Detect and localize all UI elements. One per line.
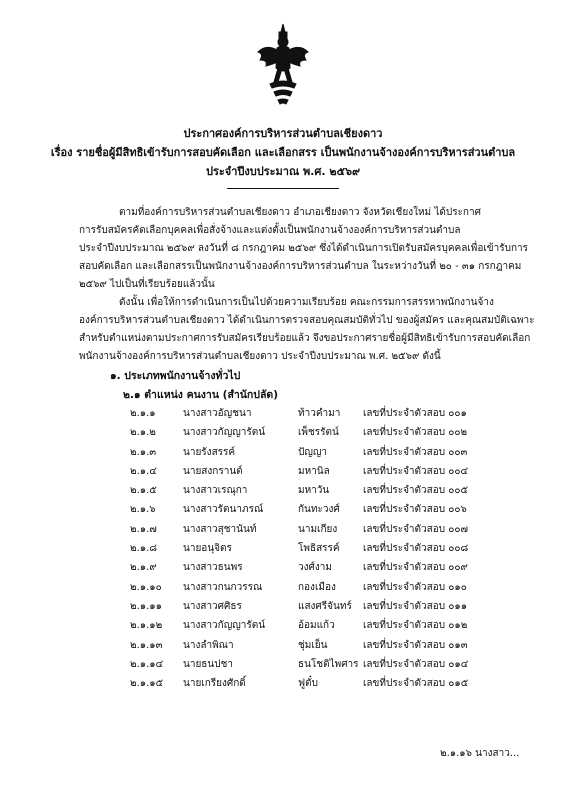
candidate-surname: มหาวัน <box>298 485 330 497</box>
continuation-note: ๒.๑.๑๖ นางสาว... <box>440 748 520 759</box>
candidate-surname: ฟูตั๋บ <box>298 678 318 690</box>
candidate-number: ๒.๑.๑๔ <box>130 658 164 670</box>
candidate-name: นางสาวศศิธร <box>183 600 242 612</box>
candidate-surname: มหานิล <box>298 465 330 477</box>
candidate-number: ๒.๑.๑๐ <box>130 581 162 593</box>
paragraph-line: องค์การบริหารส่วนตำบลเชียงดาว ได้ดำเนินการตรวจสอบคุณสมบัติทั่วไป ของผู้สมัคร และคุณสมบัติเฉพาะ <box>79 315 535 326</box>
section-heading: ๑. ประเภทพนักงานจ้างทั่วไป <box>110 370 241 382</box>
candidate-number: ๒.๑.๑๓ <box>130 639 163 651</box>
candidate-surname: ปัญญา <box>298 446 328 458</box>
candidate-exam-id: เลขที่ประจำตัวสอบ ๐๐๒ <box>363 427 468 439</box>
candidate-name: นางลำพิณา <box>183 639 234 651</box>
candidate-surname: แสงศรีจันทร์ <box>298 600 352 612</box>
candidate-name: นางสาวธนพร <box>183 562 243 574</box>
announcement-subject: เรื่อง รายชื่อผู้มีสิทธิเข้ารับการสอบคัดเลือก และเลือกสรร เป็นพนักงานจ้างองค์การบริหารส่วนตำบล <box>50 146 516 159</box>
candidate-surname: ธนโชติไพศาร <box>298 658 359 670</box>
paragraph-line: การรับสมัครคัดเลือกบุคคลเพื่อสั่งจ้างและแต่งตั้งเป็นพนักงานจ้างองค์การบริหารส่วนตำบล <box>79 225 461 236</box>
candidate-exam-id: เลขที่ประจำตัวสอบ ๐๑๒ <box>363 620 468 632</box>
candidate-name: นายสงกรานต์ <box>183 465 243 477</box>
candidate-exam-id: เลขที่ประจำตัวสอบ ๐๐๖ <box>363 504 467 516</box>
candidate-name: นายเกรียงศักดิ์ <box>183 678 246 690</box>
paragraph-line: สอบคัดเลือก และเลือกสรรเป็นพนักงานจ้างองค์การบริหารส่วนตำบล ในระหว่างวันที่ ๒๐ - ๓๑ กรกฎาคม <box>79 261 522 272</box>
candidate-exam-id: เลขที่ประจำตัวสอบ ๐๑๐ <box>363 581 467 593</box>
candidate-number: ๒.๑.๘ <box>130 543 158 555</box>
paragraph-line: ประจำปีงบประมาณ ๒๕๖๙ ลงวันที่ ๘ กรกฎาคม ๒๕๖๙ ซึ่งได้ดำเนินการเปิดรับสมัครบุคคลเพื่อเข้ารับการ <box>79 243 528 254</box>
candidate-surname: กันทะวงศ์ <box>298 504 340 516</box>
candidate-number: ๒.๑.๙ <box>130 562 157 574</box>
candidate-name: นายธนปชา <box>183 658 233 670</box>
paragraph-line: ๒๕๖๙ ไปเป็นที่เรียบร้อยแล้วนั้น <box>79 279 215 290</box>
candidate-surname: โพธิสรรค์ <box>298 543 340 555</box>
position-heading: ๒.๑ ตำแหน่ง คนงาน (สำนักปลัด) <box>123 389 279 401</box>
garuda-emblem-icon <box>256 22 310 108</box>
title-divider <box>227 188 339 189</box>
candidate-number: ๒.๑.๑๑ <box>130 600 162 612</box>
candidate-exam-id: เลขที่ประจำตัวสอบ ๐๐๓ <box>363 446 468 458</box>
paragraph-announcement <box>79 294 535 366</box>
candidate-name: นางสาวเรณุกา <box>183 485 248 497</box>
candidate-number: ๒.๑.๓ <box>130 446 157 458</box>
candidate-name: นายรังสรรค์ <box>183 446 236 458</box>
announcement-title: ประกาศองค์การบริหารส่วนตำบลเชียงดาว <box>183 127 383 140</box>
candidate-number: ๒.๑.๑๕ <box>130 678 164 690</box>
paragraph-background <box>79 204 528 294</box>
candidate-name: นางสาวกัญญารัตน์ <box>183 620 266 632</box>
paragraph-line: พนักงานจ้างองค์การบริหารส่วนตำบลเชียงดาว ประจำปีงบประมาณ พ.ศ. ๒๕๖๙ ดังนี้ <box>79 351 441 362</box>
paragraph-line: ดังนั้น เพื่อให้การดำเนินการเป็นไปด้วยความเรียบร้อย คณะกรรมการสรรหาพนักงานจ้าง <box>119 297 494 308</box>
candidate-name: นางสาวสุชานันท์ <box>183 523 257 535</box>
candidate-exam-id: เลขที่ประจำตัวสอบ ๐๐๗ <box>363 523 469 535</box>
paragraph-line: สำหรับตำแหน่งตามประกาศการรับสมัครเรียบร้อยแล้ว จึงขอประกาศรายชื่อผู้มีสิทธิเข้ารับการสอบคัดเลือก <box>79 333 531 344</box>
candidate-exam-id: เลขที่ประจำตัวสอบ ๐๐๑ <box>363 408 467 419</box>
candidate-number: ๒.๑.๖ <box>130 504 156 516</box>
candidate-exam-id: เลขที่ประจำตัวสอบ ๐๑๕ <box>363 678 469 690</box>
candidate-exam-id: เลขที่ประจำตัวสอบ ๐๐๔ <box>363 465 469 477</box>
candidate-number: ๒.๑.๕ <box>130 485 157 497</box>
candidate-surname: อ้อมแก้ว <box>298 620 335 632</box>
candidate-surname: ชุ่มเย็น <box>298 639 328 651</box>
candidate-surname: วงศ์งาม <box>298 562 332 574</box>
candidate-name: นางสาวรัตนาภรณ์ <box>183 504 264 516</box>
candidate-number: ๒.๑.๒ <box>130 427 156 439</box>
candidate-exam-id: เลขที่ประจำตัวสอบ ๐๑๔ <box>363 658 469 670</box>
candidate-surname: นามเกียง <box>298 523 338 535</box>
candidate-number: ๒.๑.๑๒ <box>130 620 163 632</box>
candidate-number: ๒.๑.๗ <box>130 523 157 535</box>
candidate-name: นางสาวกัญญารัตน์ <box>183 427 266 439</box>
paragraph-line: ตามที่องค์การบริหารส่วนตำบลเชียงดาว อำเภอเชียงดาว จังหวัดเชียงใหม่ ได้ประกาศ <box>119 207 481 218</box>
candidate-exam-id: เลขที่ประจำตัวสอบ ๐๑๓ <box>363 639 468 651</box>
candidate-name: นายอนุจิตร <box>183 543 232 555</box>
candidate-number: ๒.๑.๑ <box>130 408 156 419</box>
candidate-exam-id: เลขที่ประจำตัวสอบ ๐๑๑ <box>363 600 468 612</box>
announcement-fiscal-year: ประจำปีงบประมาณ พ.ศ. ๒๕๖๙ <box>205 165 361 178</box>
candidate-exam-id: เลขที่ประจำตัวสอบ ๐๐๕ <box>363 485 469 497</box>
candidate-surname: ท้าวคำมา <box>298 408 341 419</box>
candidate-surname: กองเมือง <box>298 581 336 593</box>
candidate-name: นางสาวกนกวรรณ <box>183 581 263 593</box>
candidate-surname: เพ็ชรรัตน์ <box>298 427 339 439</box>
candidate-number: ๒.๑.๔ <box>130 465 157 477</box>
candidate-name: นางสาวอัญชนา <box>183 408 252 419</box>
candidate-exam-id: เลขที่ประจำตัวสอบ ๐๐๘ <box>363 543 469 555</box>
candidate-exam-id: เลขที่ประจำตัวสอบ ๐๐๙ <box>363 562 468 574</box>
